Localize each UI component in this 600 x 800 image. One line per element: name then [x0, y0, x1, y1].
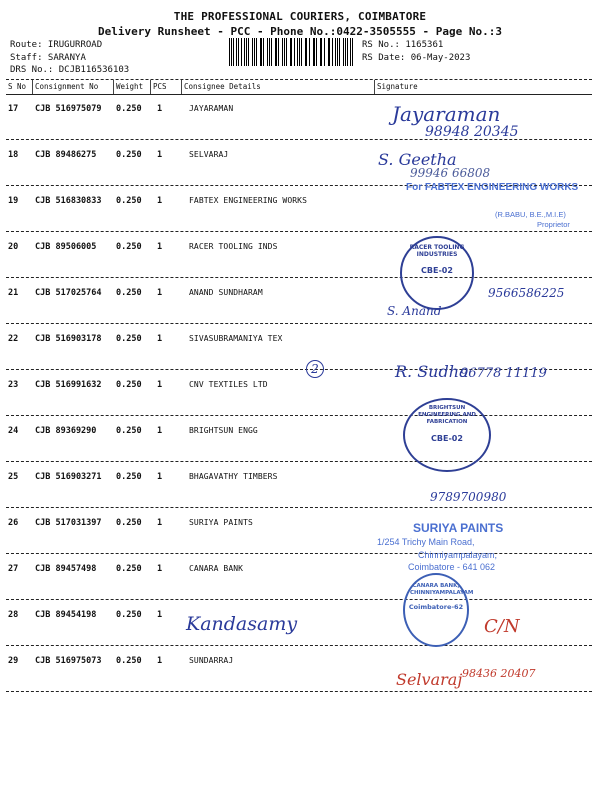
signature-handwritten: Jayaraman: [392, 102, 501, 126]
row-consignee: RACER TOOLING INDS: [189, 242, 278, 251]
barcode-bar: [294, 38, 295, 66]
rs-date-text: RS Date: 06-May-2023: [362, 52, 471, 63]
divider: [6, 691, 592, 692]
row-consignee: BHAGAVATHY TIMBERS: [189, 472, 278, 481]
barcode-bar: [267, 38, 268, 66]
row-consignee: FABTEX ENGINEERING WORKS: [189, 196, 307, 205]
seal-center-text: CBE-02: [431, 434, 463, 443]
header-left-block: [10, 39, 129, 77]
row-weight: 0.250: [116, 104, 142, 114]
staff-text: Staff: SARANYA: [10, 52, 86, 63]
row-pcs: 1: [157, 518, 163, 528]
barcode-bar: [321, 38, 322, 66]
barcode-bar: [241, 38, 242, 66]
barcode-bar: [309, 38, 310, 66]
divider: [6, 461, 592, 462]
header-right-block: [362, 39, 470, 64]
divider: [150, 80, 151, 94]
divider: [6, 415, 592, 416]
row-pcs: 1: [157, 242, 163, 252]
barcode-bar: [332, 38, 333, 66]
row-weight: 0.250: [116, 196, 142, 206]
row-weight: 0.250: [116, 518, 142, 528]
company-title: THE PROFESSIONAL COURIERS, COIMBATORE: [173, 10, 427, 23]
seal-ring-text: BRIGHTSUN ENGINEERING AND FABRICATION: [418, 405, 476, 425]
barcode-bar: [282, 38, 283, 66]
seal-ring-text: RACER TOOLING INDUSTRIES: [409, 244, 465, 258]
divider: [32, 80, 33, 94]
row-consignee: SUNDARRAJ: [189, 656, 234, 665]
company-stamp-line: Chinniyampalayam,: [418, 550, 498, 560]
col-pcs: PCS: [153, 82, 167, 91]
phone-handwritten: 9566586225: [488, 286, 565, 300]
phone-handwritten: 98948 20345: [425, 124, 519, 140]
row-weight: 0.250: [116, 564, 142, 574]
barcode-bar: [316, 38, 317, 66]
row-consignment: CJB 517025764: [35, 288, 102, 298]
row-consignment: CJB 89454198: [35, 610, 97, 620]
barcode-bar: [244, 38, 245, 66]
divider: [374, 80, 375, 94]
row-pcs: 1: [157, 426, 163, 436]
phone-handwritten: 96778 11119: [460, 366, 547, 381]
row-sno: 17: [8, 104, 19, 114]
company-seal-stamp: [400, 236, 474, 310]
row-consignee: JAYARAMAN: [189, 104, 234, 113]
col-sno: S No: [8, 82, 27, 91]
table-row: [0, 464, 600, 510]
row-sno: 27: [8, 564, 19, 574]
seal-ring-text: CANARA BANK, CHINNIYAMPALAYAM: [410, 583, 474, 596]
row-pcs: 1: [157, 564, 163, 574]
barcode-bar: [343, 38, 344, 66]
barcode-bar: [229, 38, 230, 66]
company-stamp-line: Proprietor: [537, 220, 570, 229]
row-consignment: CJB 89486275: [35, 150, 97, 160]
row-sno: 22: [8, 334, 19, 344]
table-row: [0, 556, 600, 602]
barcode-bar: [286, 38, 287, 66]
row-consignment: CJB 516903271: [35, 472, 102, 482]
barcode-bar: [256, 38, 257, 66]
divider: [6, 553, 592, 554]
row-sno: 23: [8, 380, 19, 390]
divider: [6, 277, 592, 278]
row-consignee: CNV TEXTILES LTD: [189, 380, 268, 389]
phone-handwritten: 98436 20407: [462, 667, 536, 680]
row-sno: 28: [8, 610, 19, 620]
row-sno: 20: [8, 242, 19, 252]
row-pcs: 1: [157, 288, 163, 298]
row-consignment: CJB 517031397: [35, 518, 102, 528]
barcode-bar: [263, 38, 264, 66]
signature-handwritten: Selvaraj: [396, 670, 463, 689]
row-pcs: 1: [157, 150, 163, 160]
signature-handwritten: Kandasamy: [186, 613, 298, 635]
divider: [113, 80, 114, 94]
company-stamp-line: 1/254 Trichy Main Road,: [377, 537, 475, 547]
barcode-bar: [271, 38, 272, 66]
row-pcs: 1: [157, 334, 163, 344]
company-stamp-line: SURIYA PAINTS: [413, 521, 504, 535]
row-sno: 26: [8, 518, 19, 528]
col-weight: Weight: [116, 82, 144, 91]
seal-center-text: Coimbatore-62: [408, 603, 464, 611]
divider: [6, 599, 592, 600]
handwritten-mark: 2: [306, 360, 324, 378]
barcode-bar: [324, 38, 325, 66]
row-consignee: SURIYA PAINTS: [189, 518, 253, 527]
row-pcs: 1: [157, 104, 163, 114]
row-sno: 21: [8, 288, 19, 298]
table-row: [0, 418, 600, 464]
divider: [6, 507, 592, 508]
row-pcs: 1: [157, 380, 163, 390]
row-sno: 19: [8, 196, 19, 206]
row-consignment: CJB 89369290: [35, 426, 97, 436]
row-consignment: CJB 516991632: [35, 380, 102, 390]
bank-seal-stamp: [403, 573, 474, 647]
row-pcs: 1: [157, 472, 163, 482]
rs-no-text: RS No.: 1165361: [362, 40, 444, 50]
row-consignment: CJB 516830833: [35, 196, 102, 206]
signature-handwritten: S. Anand: [387, 304, 442, 318]
company-stamp-line: (R.BABU, B.E.,M.I.E): [495, 210, 566, 219]
row-weight: 0.250: [116, 288, 142, 298]
row-weight: 0.250: [116, 472, 142, 482]
divider: [6, 79, 592, 80]
barcode-bar: [339, 38, 340, 66]
barcode-bar: [306, 38, 307, 66]
barcode: [229, 38, 354, 66]
phone-handwritten: 9789700980: [430, 490, 507, 504]
row-consignment: CJB 516903178: [35, 334, 102, 344]
row-pcs: 1: [157, 656, 163, 666]
signature-handwritten: S. Geetha: [378, 150, 457, 169]
divider: [6, 323, 592, 324]
row-weight: 0.250: [116, 334, 142, 344]
row-sno: 29: [8, 656, 19, 666]
col-consignee: Consignee Details: [184, 82, 261, 91]
col-consignment: Consignment No: [35, 82, 99, 91]
col-signature: Signature: [377, 82, 418, 91]
seal-center-text: CBE-02: [421, 266, 453, 275]
row-weight: 0.250: [116, 426, 142, 436]
barcode-bar: [347, 38, 348, 66]
divider: [181, 80, 182, 94]
row-consignee: SIVASUBRAMANIYA TEX: [189, 334, 283, 343]
row-weight: 0.250: [116, 150, 142, 160]
runsheet-subtitle: Delivery Runsheet - PCC - Phone No.:0422-3505555 - Page No.:3: [98, 25, 502, 38]
table-row: [0, 234, 600, 280]
barcode-bar: [236, 38, 237, 66]
phone-handwritten: 99946 66808: [410, 166, 491, 180]
row-consignee: SELVARAJ: [189, 150, 229, 159]
row-sno: 24: [8, 426, 19, 436]
row-weight: 0.250: [116, 380, 142, 390]
barcode-bar: [248, 38, 249, 66]
barcode-bar: [278, 38, 279, 66]
divider: [6, 645, 592, 646]
route-text: Route: IRUGURROAD: [10, 40, 103, 50]
company-stamp-line: Coimbatore - 641 062: [408, 562, 496, 572]
row-consignment: CJB 516975073: [35, 656, 102, 666]
row-consignee: BRIGHTSUN ENGG: [189, 426, 258, 435]
row-consignee: ANAND SUNDHARAM: [189, 288, 263, 297]
row-consignment: CJB 516975079: [35, 104, 102, 114]
row-sno: 18: [8, 150, 19, 160]
row-sno: 25: [8, 472, 19, 482]
barcode-bar: [299, 38, 300, 66]
divider: [6, 94, 592, 95]
handwritten-mark: C/N: [484, 616, 520, 637]
row-consignee: CANARA BANK: [189, 564, 244, 573]
signature-handwritten: R. Sudha: [395, 362, 469, 381]
row-pcs: 1: [157, 196, 163, 206]
row-weight: 0.250: [116, 610, 142, 620]
company-stamp-line: For FABTEX ENGINEERING WORKS: [406, 182, 579, 193]
company-seal-stamp: [403, 398, 491, 472]
row-consignment: CJB 89506005: [35, 242, 97, 252]
table-row: [0, 510, 600, 556]
row-pcs: 1: [157, 610, 163, 620]
drs-no-text: DRS No.: DCJB116536103: [10, 65, 130, 75]
divider: [6, 231, 592, 232]
row-weight: 0.250: [116, 242, 142, 252]
row-consignment: CJB 89457498: [35, 564, 97, 574]
row-weight: 0.250: [116, 656, 142, 666]
